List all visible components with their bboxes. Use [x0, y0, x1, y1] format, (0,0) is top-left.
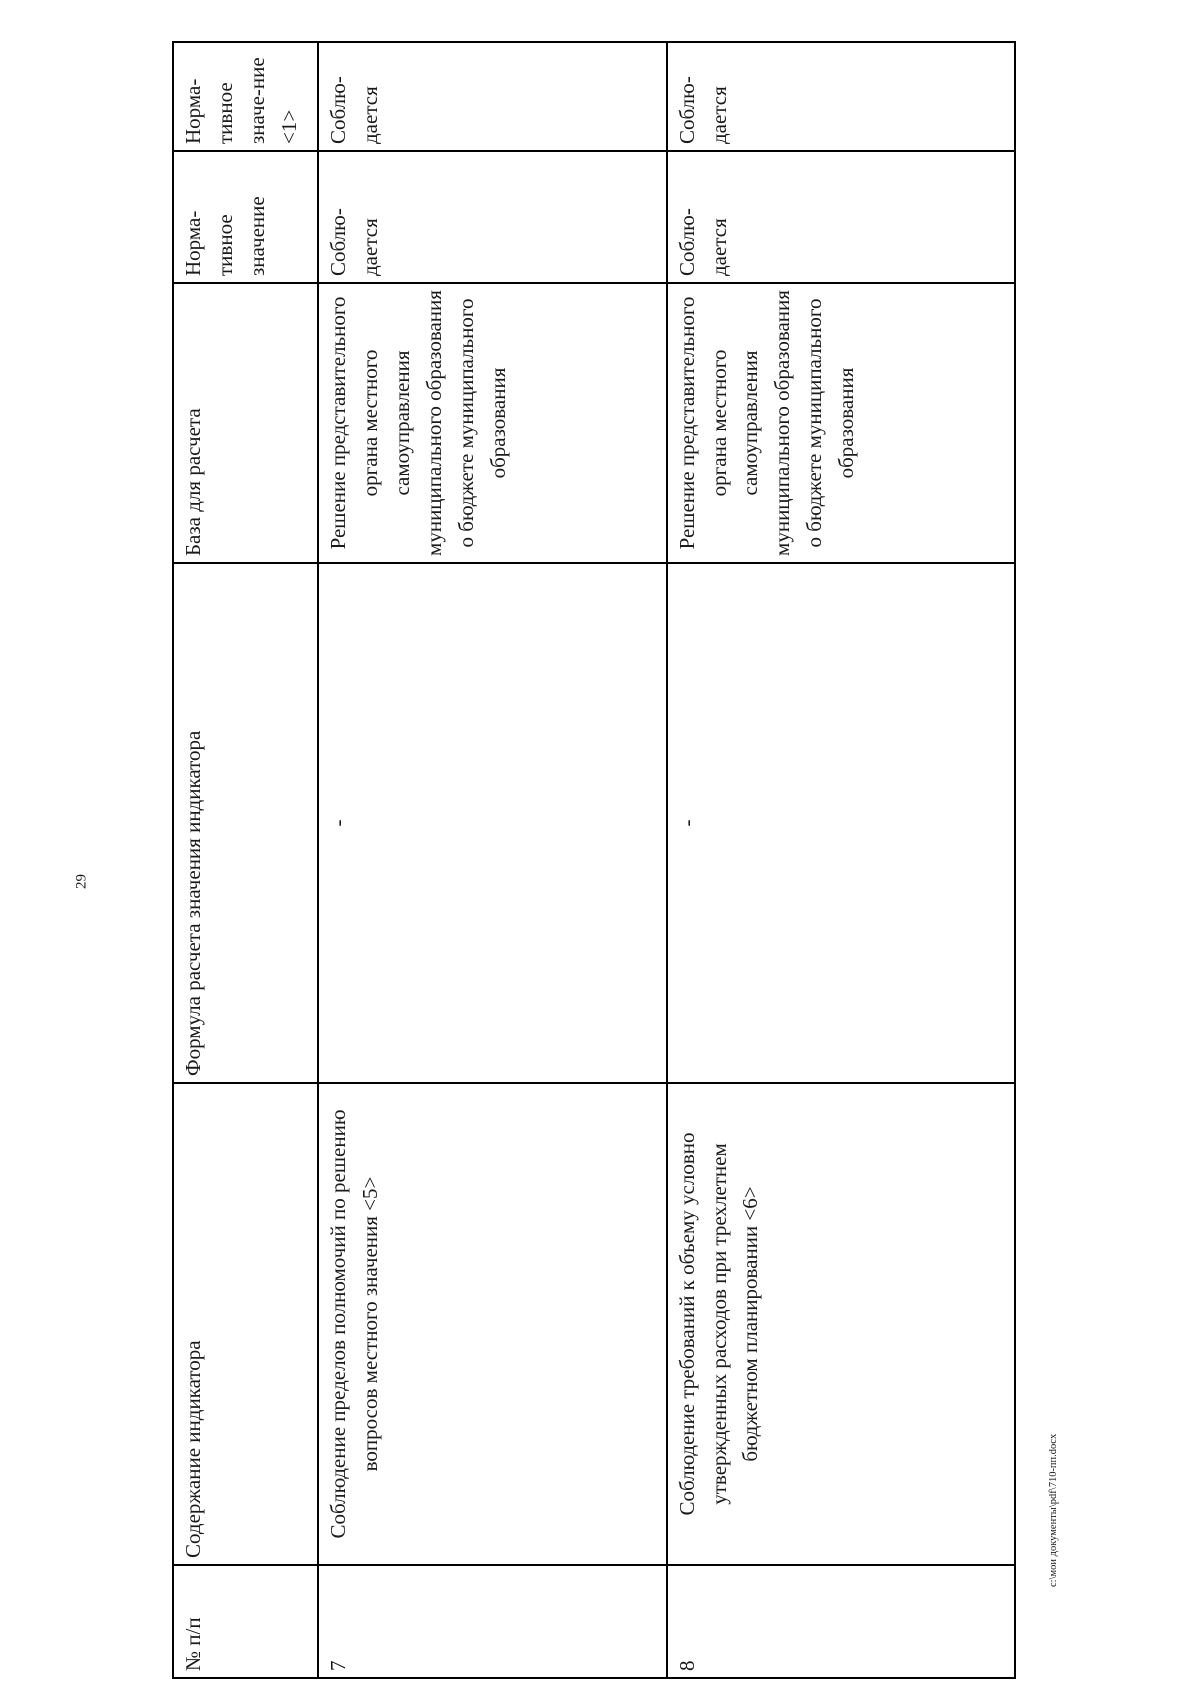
cell-base: Решение представительного органа местного самоуправления муниципального образования о бюджете муниципального образования	[318, 283, 666, 563]
indicator-table	[172, 41, 1016, 1679]
cell-base: Решение представительного органа местного самоуправления муниципального образования о бюджете муниципального образования	[667, 283, 1015, 563]
cell-content: Соблюдение требований к объему условно утвержденных расходов при трехлетнем бюджетном планировании <6>	[667, 1083, 1015, 1565]
cell-norm-1: Соблю-дается	[667, 151, 1015, 283]
indicator-table-rotated	[172, 43, 1016, 1679]
table-header-row	[173, 42, 318, 1678]
table-row	[667, 42, 1015, 1678]
header-formula: Формула расчета значения индикатора	[173, 563, 318, 1083]
page-number: 29	[73, 874, 90, 889]
cell-norm-2: Соблю-дается	[667, 42, 1015, 151]
header-num: № п/п	[173, 1565, 318, 1678]
cell-num: 8	[667, 1565, 1015, 1678]
header-base: База для расчета	[173, 283, 318, 563]
header-norm-1: Норма-тивное значение	[173, 151, 318, 283]
cell-norm-2: Соблю-дается	[318, 42, 666, 151]
cell-content: Соблюдение пределов полномочий по решению вопросов местного значения <5>	[318, 1083, 666, 1565]
header-norm-2: Норма-тивное значе-ние <1>	[173, 42, 318, 151]
table-row	[318, 42, 666, 1678]
cell-formula: -	[667, 563, 1015, 1083]
cell-num: 7	[318, 1565, 666, 1678]
cell-norm-1: Соблю-дается	[318, 151, 666, 283]
footer-file-path: c:\мои документы\pdf\710-пп.docx	[1048, 1433, 1059, 1587]
header-content: Содержание индикатора	[173, 1083, 318, 1565]
cell-formula: -	[318, 563, 666, 1083]
